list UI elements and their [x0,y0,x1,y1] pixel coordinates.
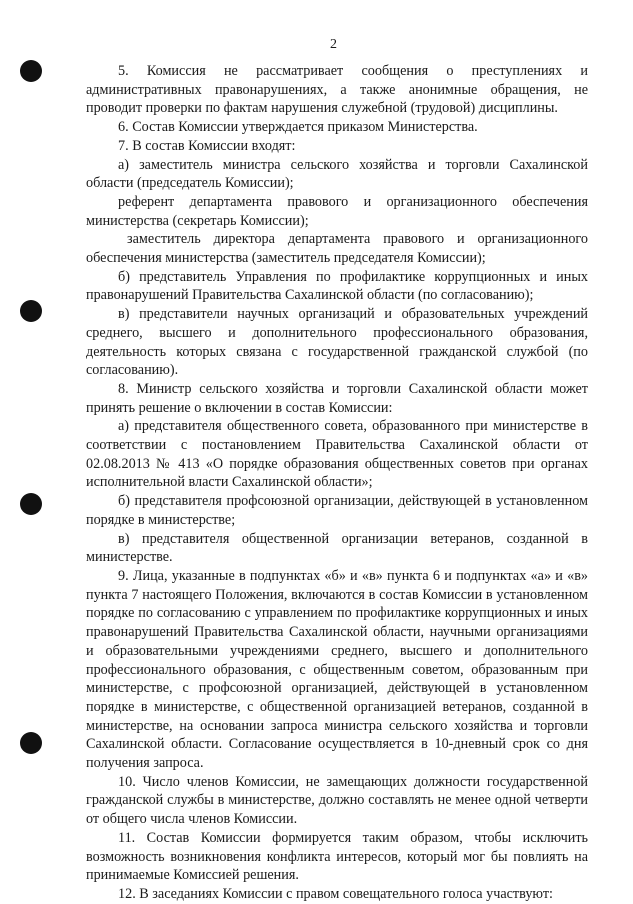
page-number: 2 [330,37,337,52]
paragraph-7v: в) представители научных организаций и образовательных учреждений среднего, высшего и дополнительного профессионального образования, деятельность которых связана с государственной гражданской службой (по согласованию). [86,306,588,379]
paragraph-7-deputy: заместитель директора департамента правового и организационного обеспечения министерства (заместитель председателя Комиссии); [86,231,588,267]
paragraph-8b: б) представителя профсоюзной организации, действующей в установленном порядке в министерстве; [86,493,588,528]
paragraph-9: 9. Лица, указанные в подпунктах «б» и «в» пункта 6 и подпунктах «а» и «в» пункта 7 настоящего Положения, включаются в состав Комиссии в установленном порядке по согласованию с управлением по профилактике коррупционных и иных правонарушений Правительства Сахалинской области, научными организациями и образовательными учреждениями среднего, высшего и дополнительного профессионального образования, с общественным советом, образованным при министерстве, с профсоюзной организацией, действующей в установленном порядке в министерстве, с общественной организацией ветеранов, созданной в министерстве, на основании запроса министра сельского хозяйства и торговли Сахалинской области. Согласование осуществляется в 10-дневный срок со дня получения запроса. [86,567,588,772]
paragraph-7b: б) представитель Управления по профилактике коррупционных и иных правонарушений Правительства Сахалинской области (по согласованию); [86,268,588,304]
punch-hole-icon [20,60,42,82]
paragraph-11: 11. Состав Комиссии формируется таким образом, чтобы исключить возможность возникновения конфликта интересов, который мог бы повлиять на принимаемые Комиссией решения. [86,829,588,884]
punch-hole-icon [20,732,42,754]
paragraph-7: 7. В состав Комиссии входят: [118,137,296,154]
paragraph-5: 5. Комиссия не рассматривает сообщения о преступлениях и административных правонарушениях, а также анонимные обращения, не проводит проверки по фактам нарушения служебной (трудовой) дисциплины. [86,63,588,117]
paragraph-10: 10. Число членов Комиссии, не замещающих должности государственной гражданской службы в министерстве, должно составлять не менее одной четверти от общего числа членов Комиссии. [86,773,588,828]
paragraph-8a: а) представителя общественного совета, образованного при министерстве в соответствии с постановлением Правительства Сахалинской области от 02.08.2013 № 413 «О порядке образования общественных советов при органах исполнительной власти Сахалинской области»; [86,418,588,491]
punch-hole-icon [20,300,42,322]
punch-hole-icon [20,493,42,515]
paragraph-12: 12. В заседаниях Комиссии с правом совещательного голоса участвуют: [118,885,553,902]
paragraph-7a: а) заместитель министра сельского хозяйства и торговли Сахалинской области (председатель Комиссии); [86,156,588,192]
paragraph-8: 8. Министр сельского хозяйства и торговли Сахалинской области может принять решение о включении в состав Комиссии: [86,380,588,416]
paragraph-6: 6. Состав Комиссии утверждается приказом Министерства. [118,119,478,136]
paragraph-7-referent: референт департамента правового и организационного обеспечения министерства (секретарь Комиссии); [86,193,588,229]
document-body [86,62,588,904]
paragraph-8v: в) представителя общественной организации ветеранов, созданной в министерстве. [86,530,588,566]
